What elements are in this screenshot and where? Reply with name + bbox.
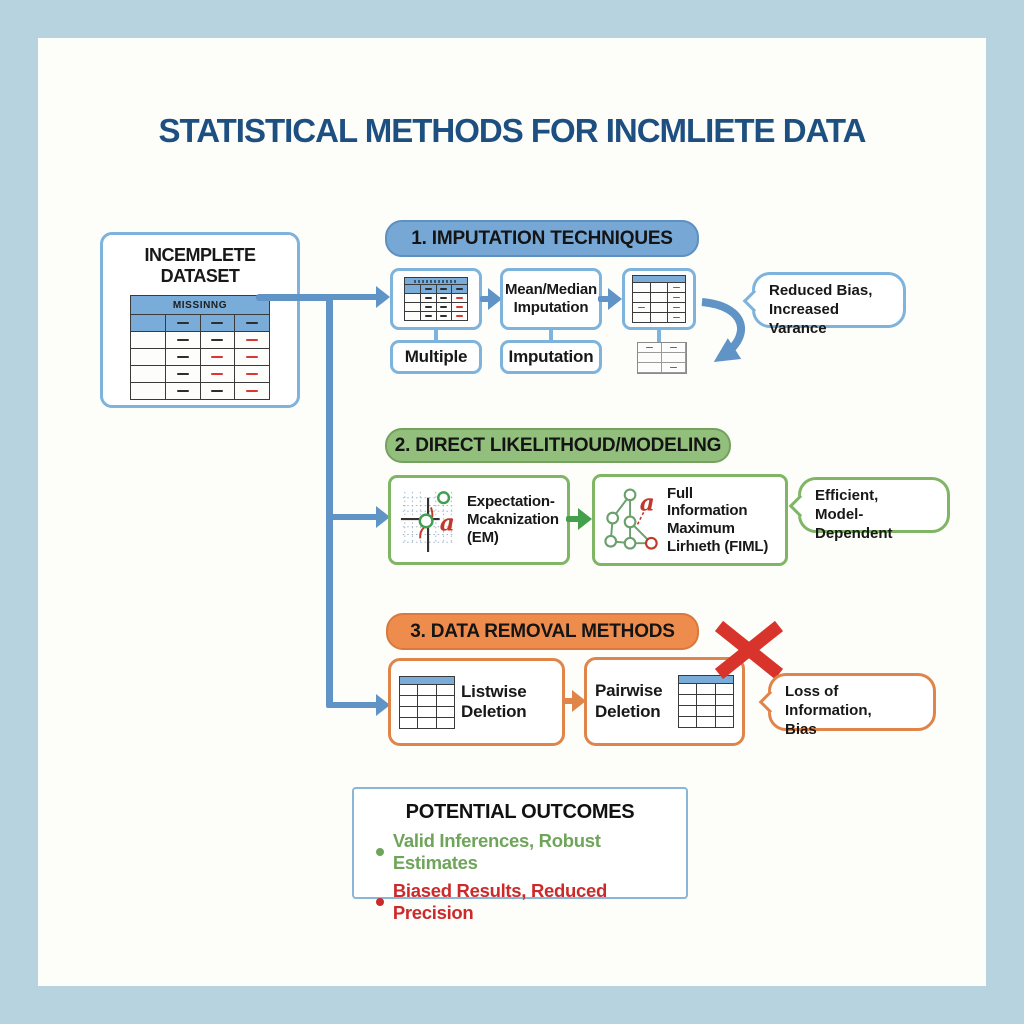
red-x-icon xyxy=(712,620,786,682)
listwise-table-header xyxy=(399,676,455,685)
fiml-box xyxy=(592,474,788,566)
section2-header xyxy=(385,428,731,463)
result-table-icon xyxy=(632,275,686,323)
section3-header xyxy=(386,613,699,650)
outcome-negative-line xyxy=(376,880,686,924)
arrow-to-section3-icon xyxy=(326,694,390,716)
dataset-table-header: MISSINNG xyxy=(130,295,270,315)
outcome-positive-text: Valid Inferences, Robust Estimates xyxy=(392,830,601,873)
listwise-table-grid xyxy=(399,685,455,729)
section1-bubble xyxy=(752,272,906,337)
section3-bubble-line1: Loss of Information, xyxy=(785,683,872,719)
connector-dataset-to-trunk xyxy=(256,294,330,301)
arrow-listwise-to-pairwise xyxy=(562,690,586,712)
outcome-positive-line xyxy=(376,830,686,874)
page-title: STATISTICAL METHODS FOR INCMLIETE DATA xyxy=(158,112,866,150)
mini-table-header xyxy=(404,277,468,285)
section1-header xyxy=(385,220,699,257)
potential-outcomes-box xyxy=(352,787,688,923)
fragment-table-icon xyxy=(637,342,687,374)
arrow-to-section1-icon xyxy=(326,286,390,308)
section3-header-label: 3. DATA REMOVAL METHODS xyxy=(410,620,675,642)
section3-bubble-line2: Bias xyxy=(785,720,817,738)
listwise-label: Listwise Deletion xyxy=(461,681,527,721)
stub-fragment xyxy=(657,330,661,342)
connector-trunk xyxy=(326,294,333,708)
outcome-negative-text: Biased Results, Reduced Precision xyxy=(392,880,607,923)
pairwise-table-grid xyxy=(678,684,734,728)
section3-bubble xyxy=(768,673,936,738)
fiml-label: Full Information Maximum Lirhıeth (FIML) xyxy=(667,484,769,555)
arrow-section1-step1 xyxy=(480,288,502,310)
arrow-section1-step2 xyxy=(598,288,622,310)
em-label: Expectation-Mcaknization (EM) xyxy=(467,493,559,546)
mini-table-grid xyxy=(404,285,468,321)
arrow-to-section2-icon xyxy=(326,506,390,528)
stub-imputation xyxy=(549,330,553,340)
svg-text:a: a xyxy=(639,489,655,517)
svg-text:a: a xyxy=(439,509,455,537)
multiple-label: Multiple xyxy=(404,347,468,366)
section2-bubble-line1: Efficient, xyxy=(815,487,879,504)
section2-bubble xyxy=(798,477,950,542)
listwise-deletion-box xyxy=(388,658,565,746)
section1-result-table-box xyxy=(622,268,696,330)
imputation-label: Imputation xyxy=(508,347,594,366)
stub-multiple xyxy=(434,330,438,340)
imputation-label-box xyxy=(500,340,602,374)
section1-bubble-line2: Increased Varance xyxy=(769,300,840,337)
outcomes-title: POTENTIAL OUTCOMES xyxy=(405,801,635,823)
result-table-grid xyxy=(632,283,686,323)
mean-median-imputation-box xyxy=(500,268,602,330)
section1-bubble-line1: Reduced Bias, xyxy=(769,282,873,299)
section1-header-label: 1. IMPUTATION TECHNIQUES xyxy=(411,227,673,249)
fragment-table-grid xyxy=(637,342,687,374)
em-scatter-icon xyxy=(399,484,461,556)
green-bullet-icon xyxy=(376,848,384,856)
infographic-canvas xyxy=(38,38,986,986)
section2-header-label: 2. DIRECT LIKELITHOUD/MODELING xyxy=(394,434,722,456)
dataset-table-grid xyxy=(130,315,270,400)
red-bullet-icon xyxy=(376,898,384,906)
section2-bubble-line2: Model-Dependent xyxy=(815,505,893,542)
listwise-table-icon xyxy=(399,676,455,729)
section1-source-table-box xyxy=(390,268,482,330)
mean-median-imputation-label: Mean/Median Imputation xyxy=(505,281,597,316)
pairwise-table-icon xyxy=(678,675,734,728)
mini-table-icon xyxy=(404,277,468,321)
dataset-title: INCEMPLETE DATASET xyxy=(144,245,256,286)
result-table-header xyxy=(632,275,686,283)
pairwise-label: Pairwise Deletion xyxy=(595,681,663,721)
arrow-em-to-fiml xyxy=(566,508,592,530)
fiml-graph-icon xyxy=(603,483,661,557)
incomplete-dataset-box xyxy=(100,232,300,408)
dataset-table-icon xyxy=(130,295,270,400)
multiple-label-box xyxy=(390,340,482,374)
em-box xyxy=(388,475,570,565)
